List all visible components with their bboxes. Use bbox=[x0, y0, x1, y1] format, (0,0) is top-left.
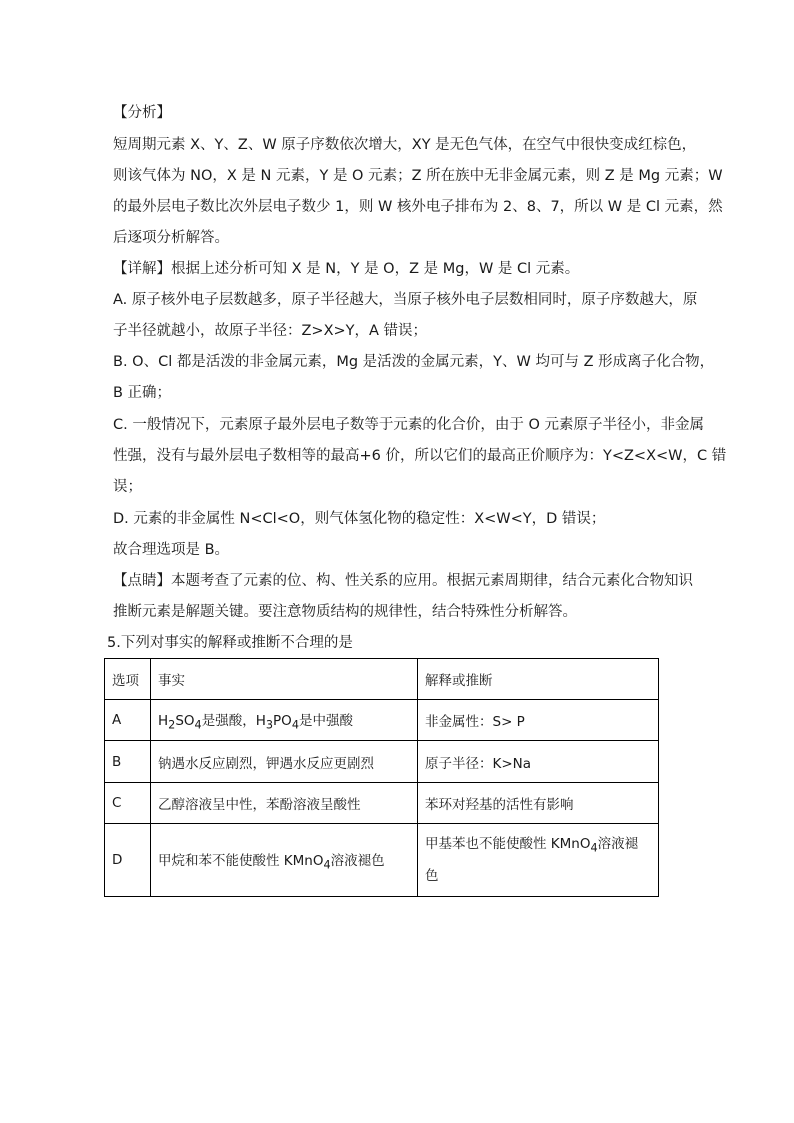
table-row bbox=[105, 783, 659, 824]
subscript: 4 bbox=[590, 841, 598, 855]
analysis-line: 的最外层电子数比次外层电子数少 1，则 W 核外电子排布为 2、8、7，所以 W 是 Cl 元素，然 bbox=[113, 199, 723, 215]
fact-text: PO bbox=[273, 712, 292, 729]
detail-line: 子半径就越小，故原子半径：Z>X>Y，A 错误； bbox=[113, 323, 428, 339]
row-option: B bbox=[105, 741, 151, 783]
row-explanation: 非金属性：S> P bbox=[418, 700, 659, 741]
row-fact bbox=[151, 824, 418, 897]
row-explanation bbox=[418, 824, 659, 897]
fact-text: H bbox=[158, 712, 169, 729]
fact-text: SO bbox=[175, 712, 195, 729]
detail-line: B. O、Cl 都是活泼的非金属元素，Mg 是活泼的金属元素，Y、W 均可与 Z 形成离子化合物， bbox=[113, 354, 715, 370]
table-row bbox=[105, 741, 659, 783]
explanation-text: 甲基苯也不能使酸性 KMnO bbox=[425, 835, 591, 852]
row-option: C bbox=[105, 783, 151, 824]
explanation-text: 色 bbox=[425, 868, 439, 885]
subscript: 4 bbox=[291, 718, 299, 732]
analysis-line: 后逐项分析解答。 bbox=[113, 230, 229, 246]
question-title: 5.下列对事实的解释或推断不合理的是 bbox=[107, 635, 353, 651]
detail-line: 性强，没有与最外层电子数相等的最高+6 价，所以它们的最高正价顺序为：Y<Z<X<W，C 错 bbox=[113, 448, 727, 464]
comment-line: 推断元素是解题关键。要注意物质结构的规律性，结合特殊性分析解答。 bbox=[113, 604, 577, 620]
subscript: 4 bbox=[323, 858, 331, 872]
row-explanation: 苯环对羟基的活性有影响 bbox=[418, 783, 659, 824]
row-explanation: 原子半径：K>Na bbox=[418, 741, 659, 783]
table-row bbox=[105, 824, 659, 897]
fact-text: 甲烷和苯不能使酸性 KMnO bbox=[158, 852, 324, 869]
fact-text: 是强酸，H bbox=[201, 712, 266, 729]
detail-line: B 正确； bbox=[113, 385, 172, 401]
detail-line: D. 元素的非金属性 N<Cl<O，则气体氢化物的稳定性：X<W<Y，D 错误； bbox=[113, 511, 606, 527]
header-fact: 事实 bbox=[151, 659, 418, 700]
fact-text: 是中强酸 bbox=[298, 712, 353, 729]
row-fact: 钠遇水反应剧烈，钾遇水反应更剧烈 bbox=[151, 741, 418, 783]
table-row bbox=[105, 700, 659, 741]
subscript: 4 bbox=[194, 718, 202, 732]
detail-line: C. 一般情况下，元素原子最外层电子数等于元素的化合价，由于 O 元素原子半径小，非金属 bbox=[113, 417, 704, 433]
row-option: D bbox=[105, 824, 151, 897]
header-option: 选项 bbox=[105, 659, 151, 700]
detail-line: 故合理选项是 B。 bbox=[113, 542, 230, 558]
subscript: 3 bbox=[265, 718, 274, 732]
subscript: 2 bbox=[168, 718, 176, 732]
row-fact bbox=[151, 700, 418, 741]
detail-line: 误； bbox=[113, 479, 142, 495]
analysis-heading: 【分析】 bbox=[113, 105, 171, 121]
row-option: A bbox=[105, 700, 151, 741]
options-table bbox=[104, 658, 659, 897]
analysis-line: 短周期元素 X、Y、Z、W 原子序数依次增大，XY 是无色气体，在空气中很快变成红棕色， bbox=[113, 137, 697, 153]
fact-text: 溶液褪色 bbox=[330, 852, 385, 869]
row-fact: 乙醇溶液呈中性，苯酚溶液呈酸性 bbox=[151, 783, 418, 824]
detail-line: A. 原子核外电子层数越多，原子半径越大，当原子核外电子层数相同时，原子序数越大，原 bbox=[113, 292, 698, 308]
explanation-text: 溶液褪 bbox=[597, 835, 639, 852]
header-explanation: 解释或推断 bbox=[418, 659, 659, 700]
table-header-row bbox=[105, 659, 659, 700]
detail-line: 【详解】根据上述分析可知 X 是 N，Y 是 O，Z 是 Mg，W 是 Cl 元素。 bbox=[113, 261, 580, 277]
analysis-line: 则该气体为 NO，X 是 N 元素，Y 是 O 元素；Z 所在族中无非金属元素，则 Z 是 Mg 元素；W bbox=[113, 168, 723, 184]
comment-line: 【点睛】本题考查了元素的位、构、性关系的应用。根据元素周期律，结合元素化合物知识 bbox=[113, 573, 693, 589]
